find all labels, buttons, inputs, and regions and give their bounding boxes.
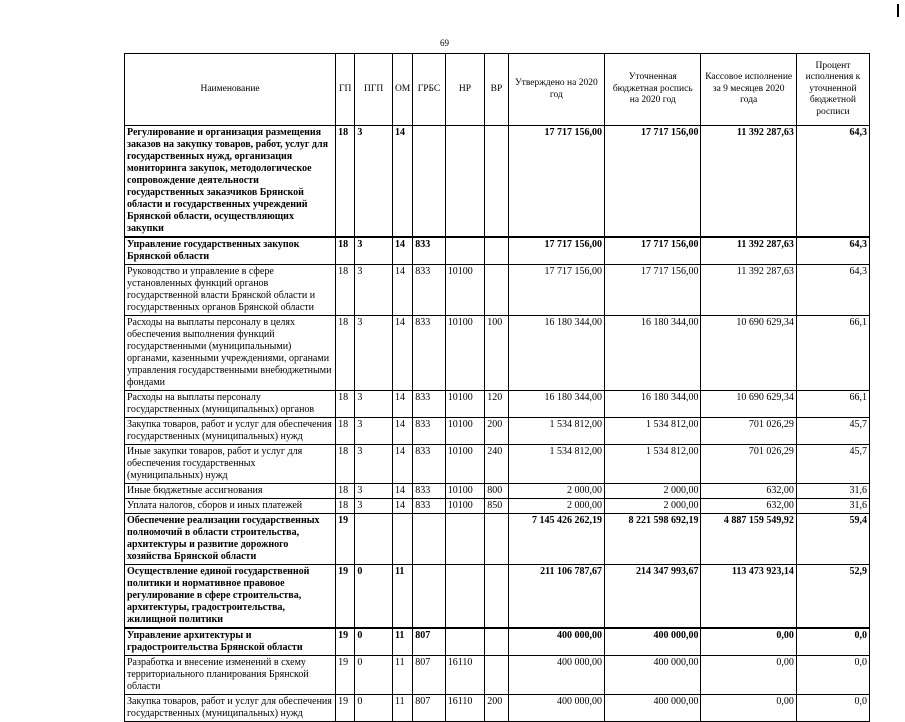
cell-ppgp: 3: [355, 484, 393, 499]
cell-approved: 400 000,00: [508, 656, 604, 695]
cell-name: Уплата налогов, сборов и иных платежей: [125, 499, 336, 514]
cell-ppgp: 3: [355, 265, 393, 316]
cell-grbs: [413, 126, 445, 238]
cell-percent: 64,3: [796, 126, 869, 238]
cell-ppgp: [355, 514, 393, 565]
table-row: [125, 265, 870, 316]
cell-om: 14: [392, 484, 412, 499]
cell-grbs: 807: [413, 695, 445, 722]
cell-vr: 100: [485, 316, 508, 391]
cell-om: 14: [392, 418, 412, 445]
cell-ppgp: 3: [355, 316, 393, 391]
cell-approved: 1 534 812,00: [508, 445, 604, 484]
cell-grbs: [413, 514, 445, 565]
cell-approved: 7 145 426 262,19: [508, 514, 604, 565]
cell-om: 14: [392, 126, 412, 238]
cell-refined: 1 534 812,00: [605, 445, 701, 484]
cell-cash: 4 887 159 549,92: [701, 514, 796, 565]
cell-np: 10100: [445, 445, 485, 484]
cell-np: 10100: [445, 484, 485, 499]
table-row: [125, 656, 870, 695]
cell-percent: 31,6: [796, 499, 869, 514]
cell-grbs: 833: [413, 237, 445, 265]
header-np: НР: [445, 54, 485, 126]
cell-gp: 18: [336, 484, 355, 499]
cell-name: Разработка и внесение изменений в схему территориального планирования Брянской области: [125, 656, 336, 695]
cell-percent: 0,0: [796, 695, 869, 722]
cell-refined: 17 717 156,00: [605, 265, 701, 316]
cell-grbs: 833: [413, 316, 445, 391]
cell-np: 16110: [445, 695, 485, 722]
cell-vr: 200: [485, 418, 508, 445]
cell-refined: 400 000,00: [605, 695, 701, 722]
cell-vr: [485, 565, 508, 629]
cell-refined: 2 000,00: [605, 499, 701, 514]
cell-ppgp: 3: [355, 126, 393, 238]
cell-grbs: 833: [413, 391, 445, 418]
cell-gp: 18: [336, 126, 355, 238]
cell-name: Управление архитектуры и градостроительства Брянской области: [125, 628, 336, 656]
cell-cash: 11 392 287,63: [701, 126, 796, 238]
cell-cash: 0,00: [701, 628, 796, 656]
cell-cash: 632,00: [701, 499, 796, 514]
cell-grbs: 833: [413, 499, 445, 514]
cell-vr: [485, 126, 508, 238]
cell-approved: 16 180 344,00: [508, 316, 604, 391]
cell-refined: 1 534 812,00: [605, 418, 701, 445]
cell-grbs: 833: [413, 265, 445, 316]
cell-percent: 0,0: [796, 656, 869, 695]
cell-name: Иные закупки товаров, работ и услуг для обеспечения государственных (муниципальных) нужд: [125, 445, 336, 484]
cell-gp: 19: [336, 628, 355, 656]
cell-name: Осуществление единой государственной политики и нормативное правовое регулирование в сфере строительства, архитектуры, градостроительства, жилищной политики: [125, 565, 336, 629]
cell-percent: 52,9: [796, 565, 869, 629]
cell-gp: 18: [336, 445, 355, 484]
cell-vr: 800: [485, 484, 508, 499]
cell-om: 14: [392, 237, 412, 265]
cell-vr: 120: [485, 391, 508, 418]
table-header-row: [125, 54, 870, 126]
cell-percent: 0,0: [796, 628, 869, 656]
cell-percent: 45,7: [796, 445, 869, 484]
cell-cash: 701 026,29: [701, 445, 796, 484]
cell-vr: [485, 265, 508, 316]
header-ppgp: ПГП: [355, 54, 393, 126]
cell-grbs: 807: [413, 656, 445, 695]
cell-vr: [485, 514, 508, 565]
cell-cash: 632,00: [701, 484, 796, 499]
table-row: [125, 237, 870, 265]
cell-cash: 0,00: [701, 656, 796, 695]
table-row: [125, 514, 870, 565]
cell-refined: 17 717 156,00: [605, 237, 701, 265]
cell-approved: 17 717 156,00: [508, 237, 604, 265]
page-number: 69: [440, 38, 449, 48]
cell-om: 11: [392, 695, 412, 722]
header-refined: Уточненная бюджетная роспись на 2020 год: [605, 54, 701, 126]
cell-vr: [485, 656, 508, 695]
cell-om: 11: [392, 565, 412, 629]
cell-grbs: 807: [413, 628, 445, 656]
cell-percent: 64,3: [796, 237, 869, 265]
cell-np: 10100: [445, 499, 485, 514]
cell-refined: 16 180 344,00: [605, 316, 701, 391]
cell-om: 14: [392, 316, 412, 391]
corner-mark: [897, 4, 899, 17]
cell-ppgp: 3: [355, 445, 393, 484]
cell-refined: 2 000,00: [605, 484, 701, 499]
cell-percent: 66,1: [796, 316, 869, 391]
table-row: [125, 695, 870, 722]
cell-np: 10100: [445, 418, 485, 445]
cell-ppgp: 3: [355, 499, 393, 514]
cell-cash: 10 690 629,34: [701, 316, 796, 391]
cell-gp: 18: [336, 391, 355, 418]
cell-om: 14: [392, 499, 412, 514]
cell-vr: 200: [485, 695, 508, 722]
cell-name: Закупка товаров, работ и услуг для обеспечения государственных (муниципальных) нужд: [125, 418, 336, 445]
cell-cash: 0,00: [701, 695, 796, 722]
cell-cash: 11 392 287,63: [701, 265, 796, 316]
cell-ppgp: 0: [355, 628, 393, 656]
cell-ppgp: 0: [355, 656, 393, 695]
cell-refined: 214 347 993,67: [605, 565, 701, 629]
cell-name: Регулирование и организация размещения заказов на закупку товаров, работ, услуг для государственных нужд, организация мониторинга закупок, методологическое сопровождение деятельности государственных заказчиков Брянской области и государственных учреждений Брянской области, осуществляющих закупки: [125, 126, 336, 238]
cell-om: 11: [392, 628, 412, 656]
cell-np: [445, 237, 485, 265]
cell-gp: 18: [336, 499, 355, 514]
header-approved: Утверждено на 2020 год: [508, 54, 604, 126]
cell-grbs: 833: [413, 418, 445, 445]
cell-np: [445, 565, 485, 629]
cell-approved: 16 180 344,00: [508, 391, 604, 418]
header-om: ОМ: [392, 54, 412, 126]
cell-om: [392, 514, 412, 565]
cell-gp: 18: [336, 265, 355, 316]
header-vr: ВР: [485, 54, 508, 126]
cell-np: 10100: [445, 391, 485, 418]
cell-np: [445, 126, 485, 238]
cell-gp: 19: [336, 514, 355, 565]
cell-cash: 701 026,29: [701, 418, 796, 445]
cell-vr: [485, 237, 508, 265]
cell-approved: 1 534 812,00: [508, 418, 604, 445]
header-cash: Кассовое исполнение за 9 месяцев 2020 года: [701, 54, 796, 126]
cell-gp: 18: [336, 316, 355, 391]
cell-gp: 18: [336, 418, 355, 445]
cell-refined: 17 717 156,00: [605, 126, 701, 238]
cell-name: Иные бюджетные ассигнования: [125, 484, 336, 499]
cell-percent: 45,7: [796, 418, 869, 445]
cell-approved: 17 717 156,00: [508, 265, 604, 316]
cell-ppgp: 0: [355, 565, 393, 629]
cell-grbs: 833: [413, 484, 445, 499]
cell-ppgp: 0: [355, 695, 393, 722]
cell-name: Управление государственных закупок Брянской области: [125, 237, 336, 265]
cell-ppgp: 3: [355, 237, 393, 265]
table-body: [125, 126, 870, 722]
table-row: [125, 628, 870, 656]
header-gp: ГП: [336, 54, 355, 126]
cell-approved: 400 000,00: [508, 628, 604, 656]
cell-name: Расходы на выплаты персоналу государственных (муниципальных) органов: [125, 391, 336, 418]
table-row: [125, 565, 870, 629]
cell-np: 16110: [445, 656, 485, 695]
cell-name: Закупка товаров, работ и услуг для обеспечения государственных (муниципальных) нужд: [125, 695, 336, 722]
cell-name: Обеспечение реализации государственных полномочий в области строительства, архитектуры и развитие дорожного хозяйства Брянской области: [125, 514, 336, 565]
cell-cash: 113 473 923,14: [701, 565, 796, 629]
cell-gp: 19: [336, 695, 355, 722]
cell-ppgp: 3: [355, 391, 393, 418]
cell-om: 11: [392, 656, 412, 695]
cell-gp: 19: [336, 656, 355, 695]
header-grbs: ГРБС: [413, 54, 445, 126]
cell-gp: 18: [336, 237, 355, 265]
header-percent: Процент исполнения к уточненной бюджетной росписи: [796, 54, 869, 126]
cell-np: [445, 628, 485, 656]
cell-ppgp: 3: [355, 418, 393, 445]
cell-refined: 16 180 344,00: [605, 391, 701, 418]
table-row: [125, 126, 870, 238]
cell-grbs: [413, 565, 445, 629]
cell-cash: 10 690 629,34: [701, 391, 796, 418]
cell-vr: 240: [485, 445, 508, 484]
cell-percent: 64,3: [796, 265, 869, 316]
cell-approved: 211 106 787,67: [508, 565, 604, 629]
cell-np: [445, 514, 485, 565]
cell-refined: 400 000,00: [605, 628, 701, 656]
table-row: [125, 391, 870, 418]
cell-approved: 400 000,00: [508, 695, 604, 722]
cell-percent: 66,1: [796, 391, 869, 418]
cell-om: 14: [392, 265, 412, 316]
cell-np: 10100: [445, 316, 485, 391]
table-row: [125, 316, 870, 391]
cell-percent: 59,4: [796, 514, 869, 565]
cell-refined: 400 000,00: [605, 656, 701, 695]
cell-cash: 11 392 287,63: [701, 237, 796, 265]
cell-om: 14: [392, 445, 412, 484]
cell-approved: 2 000,00: [508, 484, 604, 499]
cell-refined: 8 221 598 692,19: [605, 514, 701, 565]
cell-approved: 2 000,00: [508, 499, 604, 514]
cell-percent: 31,6: [796, 484, 869, 499]
cell-name: Расходы на выплаты персоналу в целях обеспечения выполнения функций государственными (муниципальными) органами, казенными учреждениями, органами управления государственными внебюджетными фондами: [125, 316, 336, 391]
cell-name: Руководство и управление в сфере установленных функций органов государственной власти Брянской области и государственных органов Брянской области: [125, 265, 336, 316]
table-row: [125, 484, 870, 499]
cell-gp: 19: [336, 565, 355, 629]
budget-table: [124, 53, 870, 722]
table-row: [125, 445, 870, 484]
table-row: [125, 418, 870, 445]
cell-np: 10100: [445, 265, 485, 316]
header-name: Наименование: [125, 54, 336, 126]
cell-grbs: 833: [413, 445, 445, 484]
table-row: [125, 499, 870, 514]
cell-om: 14: [392, 391, 412, 418]
cell-approved: 17 717 156,00: [508, 126, 604, 238]
cell-vr: 850: [485, 499, 508, 514]
cell-vr: [485, 628, 508, 656]
